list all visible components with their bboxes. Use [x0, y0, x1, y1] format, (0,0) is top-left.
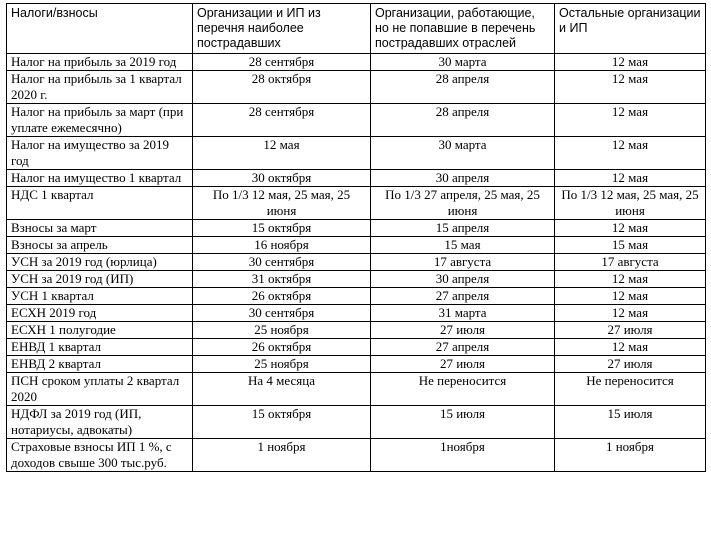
deadline-working-cell: 27 апреля [371, 288, 555, 305]
deadline-others-cell: 17 августа [555, 254, 706, 271]
tax-name-cell: ЕНВД 2 квартал [7, 356, 193, 373]
tax-deadlines-table-container [6, 3, 705, 472]
table-row [7, 373, 706, 406]
tax-name-cell: Налог на прибыль за 1 квартал 2020 г. [7, 71, 193, 104]
deadline-most-affected-cell: 28 октября [193, 71, 371, 104]
deadline-most-affected-cell: 16 ноября [193, 237, 371, 254]
deadline-others-cell: 12 мая [555, 271, 706, 288]
deadline-others-cell: 12 мая [555, 104, 706, 137]
deadline-others-cell: 12 мая [555, 137, 706, 170]
deadline-others-cell: 12 мая [555, 220, 706, 237]
deadline-most-affected-cell: 15 октября [193, 220, 371, 237]
table-row [7, 305, 706, 322]
deadline-most-affected-cell: 28 сентября [193, 104, 371, 137]
deadline-working-cell: 30 апреля [371, 271, 555, 288]
deadline-others-cell: 12 мая [555, 288, 706, 305]
deadline-others-cell: 12 мая [555, 54, 706, 71]
tax-name-cell: Налог на имущество за 2019 год [7, 137, 193, 170]
deadline-others-cell: 12 мая [555, 71, 706, 104]
deadline-others-cell: 12 мая [555, 170, 706, 187]
deadline-working-cell: 27 июля [371, 356, 555, 373]
table-row [7, 137, 706, 170]
table-row [7, 288, 706, 305]
deadline-working-cell: 27 апреля [371, 339, 555, 356]
deadline-working-cell: Не переносится [371, 373, 555, 406]
deadline-most-affected-cell: 1 ноября [193, 439, 371, 472]
table-row [7, 71, 706, 104]
deadline-working-cell: 31 марта [371, 305, 555, 322]
deadline-most-affected-cell: 26 октября [193, 288, 371, 305]
table-row [7, 356, 706, 373]
deadline-most-affected-cell: 25 ноября [193, 322, 371, 339]
deadline-others-cell: 15 мая [555, 237, 706, 254]
deadline-working-cell: 30 марта [371, 54, 555, 71]
table-row [7, 54, 706, 71]
deadline-most-affected-cell: 31 октября [193, 271, 371, 288]
table-row [7, 254, 706, 271]
table-row [7, 187, 706, 220]
deadline-others-cell: 15 июля [555, 406, 706, 439]
deadline-working-cell: 28 апреля [371, 104, 555, 137]
tax-name-cell: Налог на имущество 1 квартал [7, 170, 193, 187]
tax-name-cell: УСН за 2019 год (юрлица) [7, 254, 193, 271]
tax-name-cell: УСН 1 квартал [7, 288, 193, 305]
deadline-most-affected-cell: По 1/3 12 мая, 25 мая, 25 июня [193, 187, 371, 220]
deadline-others-cell: 27 июля [555, 356, 706, 373]
header-working-not-affected: Организации, работающие, но не попавшие в перечень пострадавших отраслей [371, 4, 555, 54]
deadline-most-affected-cell: 15 октября [193, 406, 371, 439]
table-header-row [7, 4, 706, 54]
tax-name-cell: ЕНВД 1 квартал [7, 339, 193, 356]
header-most-affected: Организации и ИП из перечня наиболее пострадавших [193, 4, 371, 54]
table-row [7, 322, 706, 339]
table-row [7, 439, 706, 472]
tax-name-cell: Взносы за март [7, 220, 193, 237]
deadline-others-cell: 1 ноября [555, 439, 706, 472]
tax-name-cell: Налог на прибыль за март (при уплате ежемесячно) [7, 104, 193, 137]
deadline-most-affected-cell: 30 сентября [193, 305, 371, 322]
tax-name-cell: УСН за 2019 год (ИП) [7, 271, 193, 288]
deadline-most-affected-cell: 30 октября [193, 170, 371, 187]
tax-name-cell: ЕСХН 2019 год [7, 305, 193, 322]
tax-name-cell: Взносы за апрель [7, 237, 193, 254]
tax-name-cell: ПСН сроком уплаты 2 квартал 2020 [7, 373, 193, 406]
table-row [7, 220, 706, 237]
table-row [7, 237, 706, 254]
deadline-working-cell: 30 апреля [371, 170, 555, 187]
header-taxes: Налоги/взносы [7, 4, 193, 54]
deadline-others-cell: 27 июля [555, 322, 706, 339]
tax-name-cell: ЕСХН 1 полугодие [7, 322, 193, 339]
deadline-working-cell: 15 июля [371, 406, 555, 439]
deadline-most-affected-cell: 26 октября [193, 339, 371, 356]
deadline-others-cell: По 1/3 12 мая, 25 мая, 25 июня [555, 187, 706, 220]
table-row [7, 406, 706, 439]
deadline-working-cell: 15 мая [371, 237, 555, 254]
deadline-most-affected-cell: 25 ноября [193, 356, 371, 373]
deadline-working-cell: 30 марта [371, 137, 555, 170]
tax-name-cell: Страховые взносы ИП 1 %, с доходов свыше 300 тыс.руб. [7, 439, 193, 472]
deadline-others-cell: 12 мая [555, 339, 706, 356]
tax-name-cell: Налог на прибыль за 2019 год [7, 54, 193, 71]
deadline-most-affected-cell: На 4 месяца [193, 373, 371, 406]
deadline-most-affected-cell: 30 сентября [193, 254, 371, 271]
deadline-most-affected-cell: 28 сентября [193, 54, 371, 71]
deadline-working-cell: 1ноября [371, 439, 555, 472]
header-others: Остальные организации и ИП [555, 4, 706, 54]
tax-deadlines-table [6, 3, 706, 472]
deadline-others-cell: 12 мая [555, 305, 706, 322]
table-row [7, 170, 706, 187]
table-row [7, 104, 706, 137]
tax-name-cell: НДС 1 квартал [7, 187, 193, 220]
deadline-working-cell: 17 августа [371, 254, 555, 271]
tax-name-cell: НДФЛ за 2019 год (ИП, нотариусы, адвокаты) [7, 406, 193, 439]
deadline-working-cell: 27 июля [371, 322, 555, 339]
table-row [7, 339, 706, 356]
table-row [7, 271, 706, 288]
deadline-others-cell: Не переносится [555, 373, 706, 406]
deadline-working-cell: 15 апреля [371, 220, 555, 237]
deadline-working-cell: 28 апреля [371, 71, 555, 104]
deadline-working-cell: По 1/3 27 апреля, 25 мая, 25 июня [371, 187, 555, 220]
deadline-most-affected-cell: 12 мая [193, 137, 371, 170]
